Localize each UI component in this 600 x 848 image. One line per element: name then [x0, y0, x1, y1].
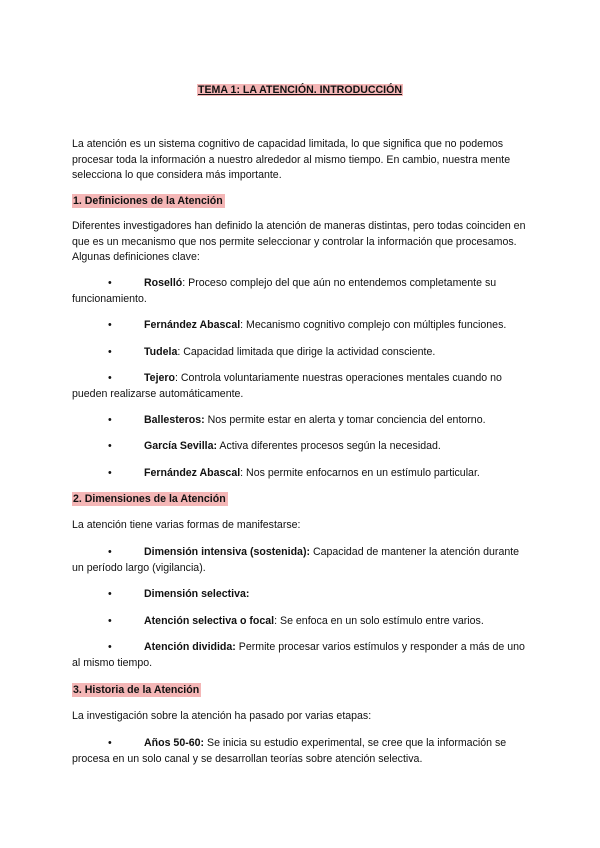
- list-item-text: : Controla voluntariamente nuestras operaciones mentales cuando no pueden realizarse automáticamente.: [72, 372, 502, 400]
- list-item-text: Activa diferentes procesos según la necesidad.: [217, 440, 441, 452]
- list-item-text: : Se enfoca en un solo estímulo entre varios.: [274, 615, 484, 627]
- section-3-heading: 3. Historia de la Atención: [73, 684, 200, 696]
- bullet-icon: •: [108, 615, 112, 627]
- list-item-text: Nos permite estar en alerta y tomar conciencia del entorno.: [204, 414, 486, 426]
- bullet-icon: •: [108, 414, 112, 426]
- list-item-term: Tejero: [144, 372, 176, 384]
- intro-paragraph: La atención es un sistema cognitivo de capacidad limitada, lo que significa que no podemos procesar toda la información a nuestro alrededor al mismo tiempo. En cambio, nuestra mente selecciona lo que considera más importante.: [72, 138, 511, 182]
- list-item-text: : Mecanismo cognitivo complejo con múltiples funciones.: [240, 319, 507, 331]
- list-item-term: Dimensión intensiva (sostenida):: [144, 546, 310, 558]
- bullet-icon: •: [108, 319, 112, 331]
- document-title: [0, 84, 600, 96]
- list-item: [72, 439, 528, 455]
- list-item-text: Capacidad de mantener la atención durante un período largo (vigilancia).: [72, 546, 520, 574]
- section-2-heading: 2. Dimensiones de la Atención: [73, 493, 226, 505]
- list-item-term: García Sevilla:: [144, 440, 218, 452]
- list-item-text: : Proceso complejo del que aún no entendemos completamente su funcionamiento.: [72, 277, 497, 305]
- list-item-text: : Capacidad limitada que dirige la actividad consciente.: [177, 346, 436, 358]
- list-item: [72, 345, 528, 361]
- list-item-term: Años 50-60:: [144, 737, 205, 749]
- bullet-icon: •: [108, 277, 112, 289]
- list-item: [72, 466, 528, 482]
- bullet-icon: •: [108, 588, 112, 600]
- section-2-intro: La atención tiene varias formas de manifestarse:: [72, 519, 301, 531]
- bullet-icon: •: [108, 467, 112, 479]
- list-item-term: Atención selectiva o focal: [144, 615, 275, 627]
- list-item: [72, 371, 528, 402]
- list-item-text: Permite procesar varios estímulos y responder a más de uno al mismo tiempo.: [72, 641, 525, 669]
- list-item-term: Fernández Abascal: [144, 467, 241, 479]
- bullet-icon: •: [108, 372, 112, 384]
- list-item: [72, 318, 528, 334]
- list-item-term: Ballesteros:: [144, 414, 205, 426]
- list-item: [72, 413, 528, 429]
- section-1-intro: Diferentes investigadores han definido la atención de maneras distintas, pero todas coinciden en que es un mecanismo que nos permite seleccionar y controlar la información que procesamos. Algunas definiciones clave:: [72, 220, 526, 264]
- bullet-icon: •: [108, 440, 112, 452]
- list-item-term: Atención dividida:: [144, 641, 236, 653]
- section-1-heading: 1. Definiciones de la Atención: [73, 195, 223, 207]
- list-item-term: Fernández Abascal: [144, 319, 241, 331]
- list-item: [72, 587, 528, 603]
- list-item: [72, 736, 528, 767]
- list-item: [72, 545, 528, 576]
- list-item-term: Roselló: [144, 277, 183, 289]
- list-item-text: Se inicia su estudio experimental, se cree que la información se procesa en un solo canal y se desarrollan teorías sobre atención selectiva.: [72, 737, 507, 765]
- list-item: [72, 276, 528, 307]
- bullet-icon: •: [108, 737, 112, 749]
- list-item-text: : Nos permite enfocarnos en un estímulo particular.: [240, 467, 480, 479]
- section-3-intro: La investigación sobre la atención ha pasado por varias etapas:: [72, 710, 372, 722]
- bullet-icon: •: [108, 641, 112, 653]
- list-item-term: Dimensión selectiva:: [144, 588, 250, 600]
- list-item: [72, 640, 528, 671]
- list-item-term: Tudela: [144, 346, 178, 358]
- bullet-icon: •: [108, 346, 112, 358]
- document-title-text: TEMA 1: LA ATENCIÓN. INTRODUCCIÓN: [197, 84, 403, 96]
- list-item: [72, 614, 528, 630]
- bullet-icon: •: [108, 546, 112, 558]
